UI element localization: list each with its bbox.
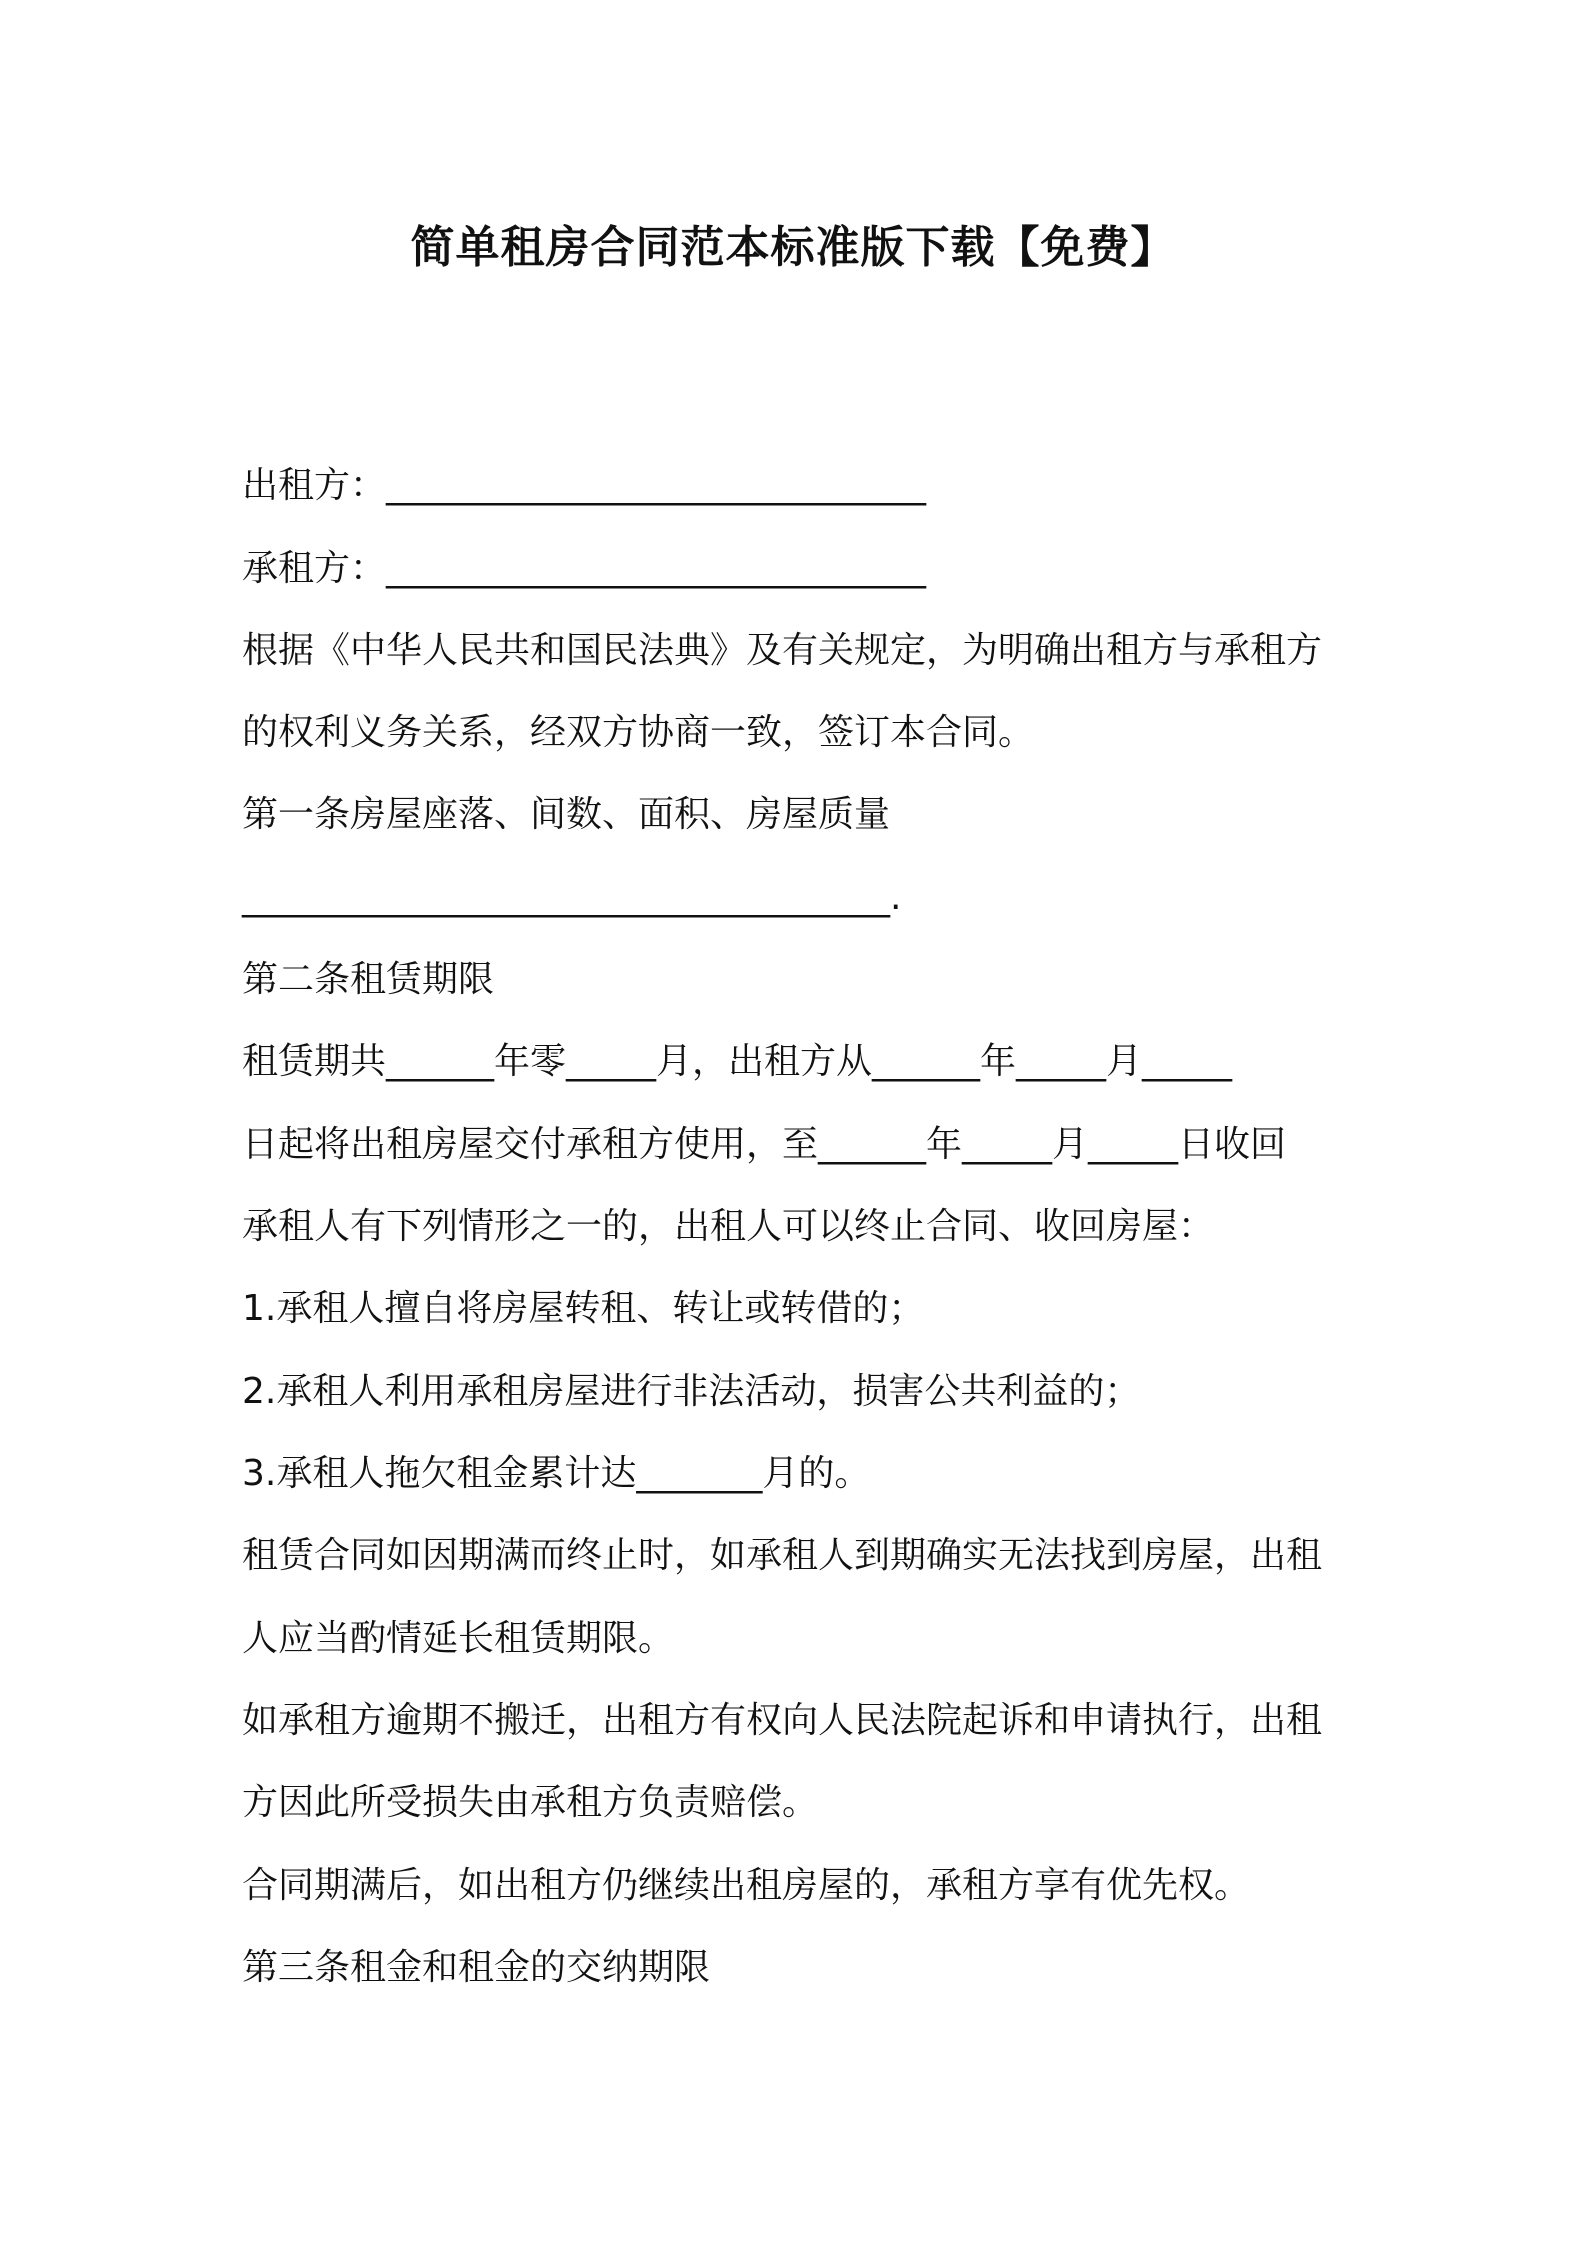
expiry-paragraph-line-2: 人应当酌情延长租赁期限。 [242,1618,675,1659]
lessor-line: 出租方：______________________________ [242,465,927,506]
preamble-line-2: 的权利义务关系，经双方协商一致，签订本合同。 [242,712,1035,753]
article-3-heading: 第三条租金和租金的交纳期限 [242,1947,711,1988]
termination-intro: 承租人有下列情形之一的，出租人可以终止合同、收回房屋： [242,1206,1215,1247]
lessee-line: 承租方：______________________________ [242,548,927,589]
overdue-paragraph-line-2: 方因此所受损失由承租方负责赔偿。 [242,1782,819,1823]
expiry-paragraph-line-1: 租赁合同如因期满而终止时，如承租人到期确实无法找到房屋，出租 [242,1535,1323,1576]
overdue-paragraph-line-1: 如承租方逾期不搬迁，出租方有权向人民法院起诉和申请执行，出租 [242,1700,1323,1741]
document-title: 简单租房合同范本标准版下载【免费】 [410,222,1176,273]
article-2-heading: 第二条租赁期限 [242,959,495,1000]
lease-term-line-1: 租赁期共______年零_____月，出租方从______年_____月_____ [242,1041,1233,1082]
termination-item-1: 1.承租人擅自将房屋转租、转让或转借的； [242,1288,925,1329]
preamble-line-1: 根据《中华人民共和国民法典》及有关规定，为明确出租方与承租方 [242,630,1323,671]
article-1-blank: ____________________________________. [242,877,902,918]
termination-item-2: 2.承租人利用承租房屋进行非法活动，损害公共利益的； [242,1371,1141,1412]
priority-paragraph: 合同期满后，如出租方仍继续出租房屋的，承租方享有优先权。 [242,1865,1251,1906]
termination-item-3: 3.承租人拖欠租金累计达_______月的。 [242,1453,871,1494]
lease-term-line-2: 日起将出租房屋交付承租方使用，至______年_____月_____日收回 [242,1124,1287,1165]
article-1-heading: 第一条房屋座落、间数、面积、房屋质量 [242,794,891,835]
